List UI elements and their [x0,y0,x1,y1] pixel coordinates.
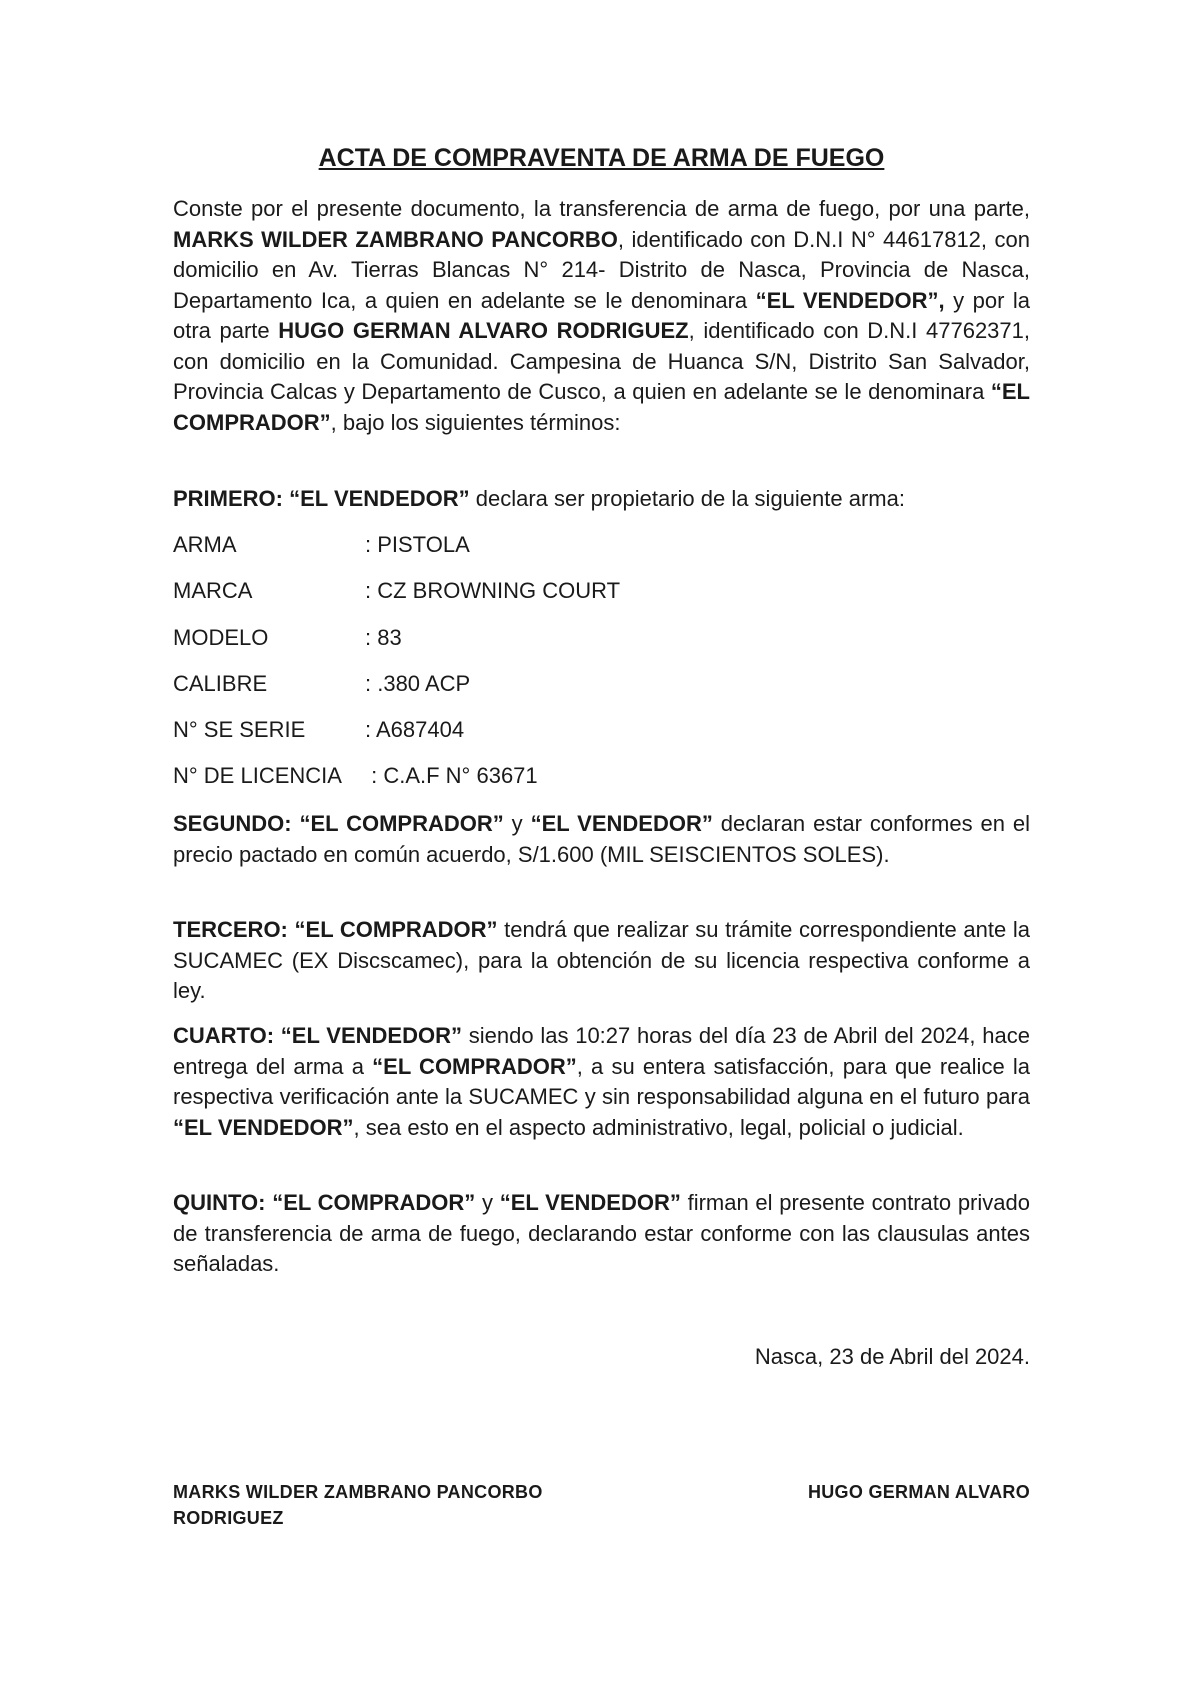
place-date: Nasca, 23 de Abril del 2024. [754,1344,1030,1369]
spec-label: MARCA [173,578,253,603]
intro-text-3: y por la otra parte [173,287,1031,343]
segundo-label: SEGUNDO: [173,811,292,836]
signature-buyer-name-continued: RODRIGUEZ [173,1508,284,1528]
clause-cuarto [173,1021,1030,1143]
cuarto-text-1: siendo las 10:27 horas del día 23 de Abril del 2024, hace entrega del arma a [173,1023,1030,1079]
tercero-text-1: tendrá que realizar su trámite correspondiente ante la SUCAMEC (EX Discscamec), para la obtención de su licencia respectiva conforme a ley. [173,917,1030,1003]
spec-value: : .380 ACP [365,671,471,696]
spec-value: : PISTOLA [365,532,470,557]
primero-label: PRIMERO: “EL VENDEDOR” [173,486,470,511]
tercero-label: TERCERO: [173,917,288,942]
cuarto-text-3: , sea esto en el aspecto administrativo, legal, policial o judicial. [353,1114,964,1140]
segundo-text-1: y [503,811,531,836]
tercero-buyer-alias: “EL COMPRADOR” [294,917,498,942]
intro-text-1: Conste por el presente documento, la transferencia de arma de fuego, por una parte, [173,196,1030,221]
quinto-buyer-alias: “EL COMPRADOR” [272,1190,476,1215]
spec-row [173,576,1030,606]
clause-segundo [173,809,1030,870]
intro-paragraph [173,194,1030,438]
signature-seller-name: MARKS WILDER ZAMBRANO PANCORBO [173,1482,543,1502]
spec-value: : A687404 [365,717,465,742]
intro-text-5: , bajo los siguientes términos: [330,409,621,435]
clause-tercero [173,915,1030,1007]
spec-label: N° SE SERIE [173,717,306,742]
spec-label: ARMA [173,532,237,557]
spec-label: MODELO [173,625,269,650]
segundo-text-2: declaran estar conformes en el precio pactado en común acuerdo, S/1.600 (MIL SEISCIENTOS SOLES). [173,811,1030,867]
quinto-seller-alias: “EL VENDEDOR” [499,1190,681,1215]
segundo-buyer-alias: “EL COMPRADOR” [299,811,504,836]
spec-row [173,761,1030,791]
segundo-seller-alias: “EL VENDEDOR” [530,811,713,836]
spec-label: CALIBRE [173,671,268,696]
buyer-name: HUGO GERMAN ALVARO RODRIGUEZ [278,318,689,343]
quinto-text-2: firman el presente contrato privado de transferencia de arma de fuego, declarando estar conforme con las clausulas antes señaladas. [173,1190,1030,1276]
spec-value: : 83 [365,625,402,650]
spec-row [173,530,1030,560]
seller-alias: “EL VENDEDOR”, [755,287,945,313]
signature-buyer-name: HUGO GERMAN ALVARO [807,1482,1030,1502]
spec-label: N° DE LICENCIA [173,763,342,788]
clause-primero [173,484,1030,515]
cuarto-text-2: , a su entera satisfacción, para que realice la respectiva verificación ante la SUCAMEC y sin responsabilidad alguna en el futuro para [173,1053,1030,1109]
cuarto-seller-alias-2: “EL VENDEDOR” [173,1114,354,1140]
buyer-alias: “EL COMPRADOR” [173,379,1030,435]
clause-quinto [173,1188,1030,1280]
cuarto-seller-alias: “EL VENDEDOR” [280,1023,462,1048]
quinto-label: QUINTO: [173,1190,266,1215]
primero-text: declara ser propietario de la siguiente arma: [469,486,905,511]
seller-name: MARKS WILDER ZAMBRANO PANCORBO [173,226,618,252]
spec-value: : C.A.F N° 63671 [365,763,538,788]
intro-text-4: , identificado con D.N.I 47762371, con domicilio en la Comunidad. Campesina de Huanca S/N, Distrito San Salvador, Provincia Calcas y Departamento de Cusco, a quien en adelante se le denominara [173,318,1030,404]
document-title: ACTA DE COMPRAVENTA DE ARMA DE FUEGO [318,144,885,172]
intro-text-2: , identificado con D.N.I N° 44617812, con domicilio en Av. Tierras Blancas N° 214- Distrito de Nasca, Provincia de Nasca, Departamento Ica, a quien en adelante se le denominara [173,226,1030,313]
spec-row [173,623,1030,653]
cuarto-buyer-alias: “EL COMPRADOR” [372,1053,577,1079]
spec-row [173,669,1030,699]
cuarto-label: CUARTO: [173,1023,275,1048]
spec-row [173,715,1030,745]
quinto-text-1: y [475,1190,500,1215]
spec-value: : CZ BROWNING COURT [365,578,621,603]
